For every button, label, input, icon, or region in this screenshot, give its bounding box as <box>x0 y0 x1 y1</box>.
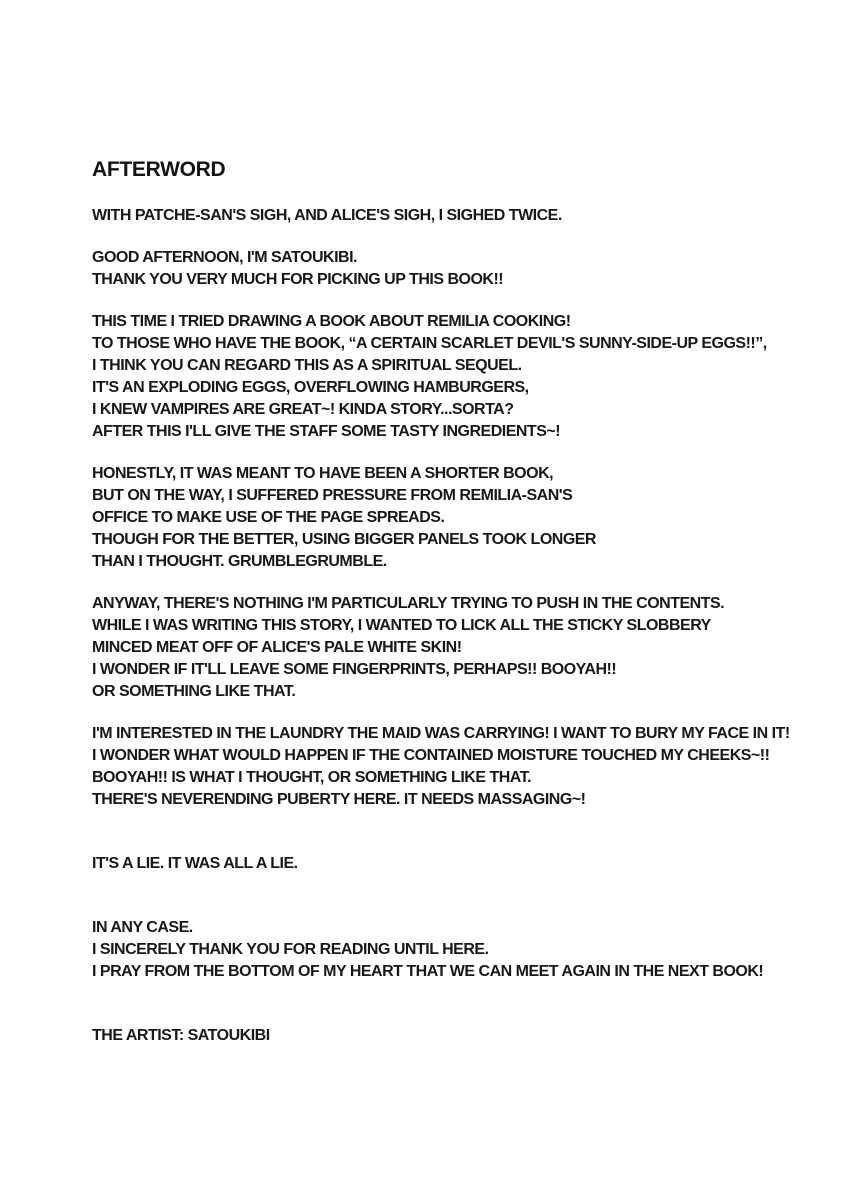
text-line: TO THOSE WHO HAVE THE BOOK, “A CERTAIN SCARLET DEVIL'S SUNNY-SIDE-UP EGGS!!”, <box>92 335 767 352</box>
paragraph-closing-thanks <box>92 917 783 983</box>
text-line: AFTER THIS I'LL GIVE THE STAFF SOME TASTY INGREDIENTS~! <box>92 423 561 440</box>
text-line: I PRAY FROM THE BOTTOM OF MY HEART THAT WE CAN MEET AGAIN IN THE NEXT BOOK! <box>92 963 764 980</box>
text-line: BUT ON THE WAY, I SUFFERED PRESSURE FROM REMILIA-SAN'S <box>92 487 573 504</box>
text-line: I'M INTERESTED IN THE LAUNDRY THE MAID WAS CARRYING! I WANT TO BURY MY FACE IN IT! <box>92 725 790 742</box>
text-line: I KNEW VAMPIRES ARE GREAT~! KINDA STORY...SORTA? <box>92 401 514 418</box>
text-line: THAN I THOUGHT. GRUMBLEGRUMBLE. <box>92 553 387 570</box>
text-line: BOOYAH!! IS WHAT I THOUGHT, OR SOMETHING LIKE THAT. <box>92 769 532 786</box>
text-line: THOUGH FOR THE BETTER, USING BIGGER PANELS TOOK LONGER <box>92 531 596 548</box>
paragraph-contents <box>92 593 783 703</box>
text-line: IT'S AN EXPLODING EGGS, OVERFLOWING HAMBURGERS, <box>92 379 529 396</box>
paragraph-laundry <box>92 723 790 811</box>
text-line: I WONDER WHAT WOULD HAPPEN IF THE CONTAINED MOISTURE TOUCHED MY CHEEKS~!! <box>92 747 770 764</box>
text-line: WHILE I WAS WRITING THIS STORY, I WANTED TO LICK ALL THE STICKY SLOBBERY <box>92 617 711 634</box>
text-line: MINCED MEAT OFF OF ALICE'S PALE WHITE SKIN! <box>92 639 462 656</box>
text-line: THIS TIME I TRIED DRAWING A BOOK ABOUT REMILIA COOKING! <box>92 313 571 330</box>
text-line: OFFICE TO MAKE USE OF THE PAGE SPREADS. <box>92 509 445 526</box>
text-line: I SINCERELY THANK YOU FOR READING UNTIL HERE. <box>92 941 489 958</box>
paragraph-lie <box>92 853 783 875</box>
text-line: HONESTLY, IT WAS MEANT TO HAVE BEEN A SHORTER BOOK, <box>92 465 554 482</box>
page-title: AFTERWORD <box>92 158 226 181</box>
text-line: I WONDER IF IT'LL LEAVE SOME FINGERPRINTS, PERHAPS!! BOOYAH!! <box>92 661 617 678</box>
text-line: THANK YOU VERY MUCH FOR PICKING UP THIS BOOK!! <box>92 271 504 288</box>
artist-credit <box>92 1025 783 1047</box>
paragraph-greeting <box>92 247 783 291</box>
text-line: IN ANY CASE. <box>92 919 193 936</box>
text-line: GOOD AFTERNOON, I'M SATOUKIBI. <box>92 249 357 266</box>
paragraph-book-intro <box>92 311 783 443</box>
paragraph-shorter-book <box>92 463 783 573</box>
text-line: WITH PATCHE-SAN'S SIGH, AND ALICE'S SIGH, I SIGHED TWICE. <box>92 207 562 224</box>
text-line: ANYWAY, THERE'S NOTHING I'M PARTICULARLY TRYING TO PUSH IN THE CONTENTS. <box>92 595 725 612</box>
text-line: IT'S A LIE. IT WAS ALL A LIE. <box>92 855 298 872</box>
text-line: THE ARTIST: SATOUKIBI <box>92 1027 270 1044</box>
text-line: OR SOMETHING LIKE THAT. <box>92 683 296 700</box>
text-line: THERE'S NEVERENDING PUBERTY HERE. IT NEEDS MASSAGING~! <box>92 791 586 808</box>
text-line: I THINK YOU CAN REGARD THIS AS A SPIRITUAL SEQUEL. <box>92 357 522 374</box>
paragraph-sigh <box>92 205 783 227</box>
